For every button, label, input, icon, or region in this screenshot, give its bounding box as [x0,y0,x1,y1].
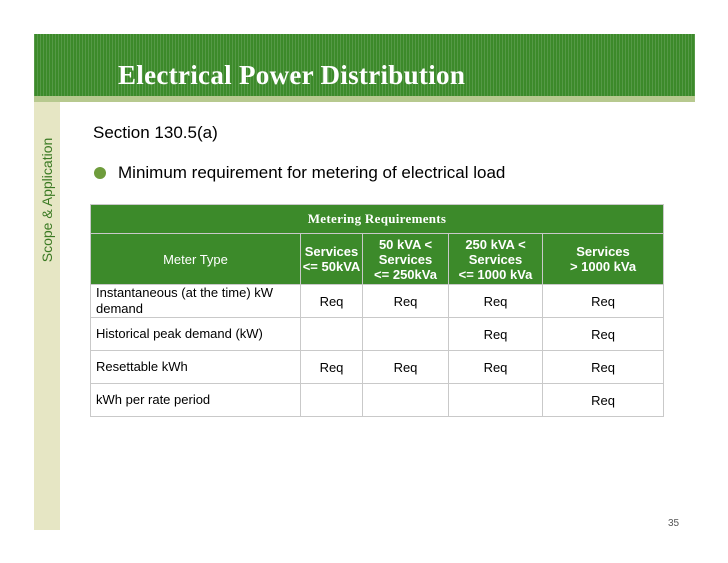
header-line: 50 kVA < [378,236,433,252]
page-number: 35 [668,518,680,529]
col-header-meter-type [91,234,301,285]
slide-title: Electrical Power Distribution [118,60,466,90]
side-bar [34,34,60,530]
header-line: <= 50kVA [302,259,361,274]
header-line: 250 kVA < [465,236,526,252]
bullet-text: Minimum requirement for metering of electrical load [118,163,506,182]
table-cell: Req [449,318,543,351]
row-label: Resettable kWh [91,351,301,384]
bullet-icon [94,167,106,179]
table-row [91,318,664,351]
table-cell: Req [449,285,543,318]
header-line: > 1000 kVa [569,259,637,274]
table-title: Metering Requirements [91,205,664,234]
table-title-row [91,205,664,234]
table-cell: Req [543,285,664,318]
table-cell [301,384,363,417]
table-cell: Req [301,351,363,384]
header-line: <= 1000 kVa [458,266,533,282]
table-row [91,351,664,384]
row-label: Historical peak demand (kW) [91,318,301,351]
col-header-le-50 [301,234,363,285]
table-cell [363,384,449,417]
col-header-gt-1000 [543,234,664,285]
table-cell [363,318,449,351]
row-label: Instantaneous (at the time) kW demand [91,285,301,318]
header-line: <= 250kVa [374,266,437,282]
table-cell: Req [363,285,449,318]
table-cell: Req [449,351,543,384]
table-cell: Req [543,351,664,384]
table-cell: Req [543,318,664,351]
header-line: Meter Type [163,251,228,267]
table-cell [301,318,363,351]
section-heading: Section 130.5(a) [93,123,218,142]
table-row [91,384,664,417]
side-label: Scope & Application [39,137,55,263]
col-header-250-1000 [449,234,543,285]
metering-table [90,204,664,417]
header-line: Services [304,244,359,259]
col-header-50-250 [363,234,449,285]
table-row [91,285,664,318]
table-cell [449,384,543,417]
table-cell: Req [543,384,664,417]
table-cell: Req [363,351,449,384]
table-header-row [91,234,664,285]
header-underline [34,96,695,102]
table-cell: Req [301,285,363,318]
header-line: Services [468,251,523,267]
header-line: Services [576,244,630,259]
header-line: Services [378,251,433,267]
row-label: kWh per rate period [91,384,301,417]
